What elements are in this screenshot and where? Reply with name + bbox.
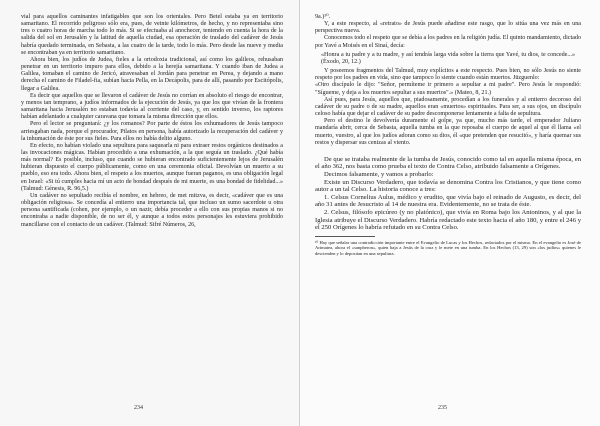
page-number: 234 [134, 405, 143, 411]
gospel-quote: «Otro discípulo le dijo: "Señor, permíteme ir primero a sepultar a mi padre". Pero Jesús le respondió: "Sígueme, y deja a los muertos sepultar a sus muertos".» (Mateo, 8, 21.) [315, 82, 581, 96]
paragraph: vial para aquellos caminantes infatigables que son los orientales. Pero Betel estaba ya en territorio samaritano. El recorrido peligroso sólo era, pues, de veinte kilómetros, de hecho, y no representaba sino tres o cuatro horas de marcha todo lo más. Si se efectuaba al anochecer, teniendo en cuenta la hora de la salida del sol en Jerusalén y la latitud de aquella ciudad, esa operación de traslado del cadáver de Jesús habría quedado terminada, en Sebasta, a las cuatro de la tarde, todo lo más. Pero desde las nueve y media se encontraban ya en territorio samaritano. [21, 14, 283, 56]
paragraph: Pero el destino le devolvería duramente el golpe, ya que, mucho más tarde, el emperador Juliano mandaría abrir, cerca de Sebasta, aquella tumba en la que reposaba el cuerpo de aquel al que él llama «el muerto, vuestro, al que los judíos adoran como su dios, él «que pretenden que resucitó», y haría quemar sus restos y dispersar sus cenizas al viento. [315, 118, 581, 146]
footnote: ¹⁰ Hay que señalar una contradicción importante entre el Evangelio de Lucas y los Hechos, redactados por el mismo. En el evangelio es José de Arimatea, ahora el «sanpheron», quien baja a Jesús de la cruz y le mete en una tumba. En los Hechos (13, 29) son «los judíos» quienes le descienden y lo depositan en una sepultura. [315, 239, 581, 256]
section-gap [315, 147, 581, 156]
bible-quote: «Honra a tu padre y a tu madre, y así tendrás larga vida sobre la tierra que Yavé, tu dios, te concede...» (Éxodo, 20, 12.) [321, 51, 575, 65]
paragraph: Y, a este respecto, al «retrato» de Jesús puede añadirse este rasgo, que lo sitúa una vez más en una perspectiva nueva. [315, 21, 581, 35]
paragraph: Pero el lector se preguntará: ¿y los romanos? Por parte de éstos los exhumadores de Jesús tampoco arriesgaban nada, porque el procurador, Pilatos en persona, había autorizado la recuperación del cadáver y la inhumación de éste por sus fieles. Para ellos no había delito alguno. [21, 121, 283, 142]
paragraph: En efecto, no habían violado una sepultura para saquearla ni para extraer restos orgánicos destinados a las invocaciones mágicas. Habían procedido a una exhumación, a la que seguía un traslado. ¿Qué había más normal? Es posible, incluso, que cuando se hubieran encontrado suficientemente lejos de Jerusalén hubieran dispuesto el cuerpo públicamente, como en una ceremonia oficial. Devolvían un muerto a su pueblo, eso era todo. Ahora bien, el respeto a los muertos, aunque fueran paganos, es una obligación legal en Israel: «Si tú cumples hacia mí un acto de bondad después de mi muerte, es una bondad de fidelidad...» (Talmud: Génesis, R. 96,5.) [21, 142, 283, 192]
paragraph: Conocemos todo el respeto que se debía a los padres en la religión judía. El quinto mandamiento, dictado por Yavé a Moisés en el Sinaí, decía: [315, 35, 581, 49]
paragraph: Un cadáver no sepultado recibía el nombre, en hebreo, de met mitzva, es decir, «cadáver que es una obligación religiosa». Se concedía al entierro una importancia tal, que incluso un sumo sacerdote u otra persona santificada (cohen, por ejemplo, o un nazir, debía proceder a ello con sus propias manos si no encontraba a nadie disponible, de no ser él, y aunque a todos estos personajes les estuviera prohibido mancillarse con el contacto de un cadáver. (Talmud: Sifré Números, 26, [21, 192, 283, 228]
left-page-text [21, 14, 283, 229]
footnote-divider [315, 236, 375, 237]
paragraph: Es decir que aquellos que se llevaron el cadáver de Jesús no corrían en absoluto el riesgo de encontrar, y menos tan temprano, a judíos informados de la ejecución de Jesús, ya que los que vivían de la frontera samaritana hacia Jerusalén no estaban todavía al corriente del caso, y, en sentido inverso, los raptores habían adelantado a cualquier caravana que tomara la misma dirección que ellos. [21, 92, 283, 121]
list-item: 1. Celsus Cornelius Aulus, médico y erudito, que vivía bajo el reinado de Augusto, es decir, del año 31 antes de Jesucristo al 14 de nuestra era. Evidentemente, no se trata de éste. [315, 193, 581, 209]
page-number: 235 [438, 405, 447, 411]
paragraph: 9a.)¹⁰. [315, 14, 331, 20]
paragraph: Existe un Discurso Verdadero, que todavía se denomina Contra los Cristianos, y que tiene como autor a un tal Celso. La historia conoce a tres: [315, 178, 581, 194]
paragraph: Así pues, para Jesús, aquellos que, piadosamente, procedían a los funerales y al entierro decoroso del cadáver de su padre o de su madre, aquellos eran «muertos» espirituales. Para ser, a sus ojos, un discípulo celoso había que dejar el cadáver de su padre descomponerse lentamente a falta de sepultura. [315, 96, 581, 118]
right-page-text [315, 14, 581, 257]
paragraph: Ahora bien, los judíos de Judea, fieles a la ortodoxia tradicional, así como los galileos, rehusaban penetrar en un territorio impuro para ellos, debido a la herejía samaritana. Y cuando iban de Judea a Galilea, tomaban el camino de Jericó, atravesaban el Jordán para penetrar en Perea, y dejando a mano derecha el camino de Filadel-fia, subían hacia Pella, en la Decápolis, para de allí, pasando por Escitópolis, llegar a Galilea. [21, 56, 283, 92]
paragraph: Y poseemos fragmentos del Talmud, muy explícitos a este respecto. Pues bien, no sólo Jesús no siente respeto por los padres en vida, sino que tampoco lo siente cuando están muertos. Jüzguenlo: [315, 68, 581, 82]
celsus-list [315, 194, 581, 232]
paragraph: Decimos falsamente, y vamos a probarlo: [324, 171, 434, 178]
list-item: 2. Celsus, filósofo epicúreo (y no platónico), que vivía en Roma bajo los Antoninos, y al que la Iglesia atribuye el Discurso Verdadero. Habría redactado este texto hacia el año 180, y entre el 246 y el 250 Orígenes lo habría refutado en su Contra Celso. [315, 208, 581, 232]
right-page [300, 0, 600, 426]
paragraph: De que se trataba realmente de la tumba de Jesús, conocido como tal en aquella misma época, en el año 362, nos basta como prueba el texto de Contra Celso, atribuido falsamente a Orígenes. [315, 155, 581, 171]
section-text [315, 156, 581, 232]
